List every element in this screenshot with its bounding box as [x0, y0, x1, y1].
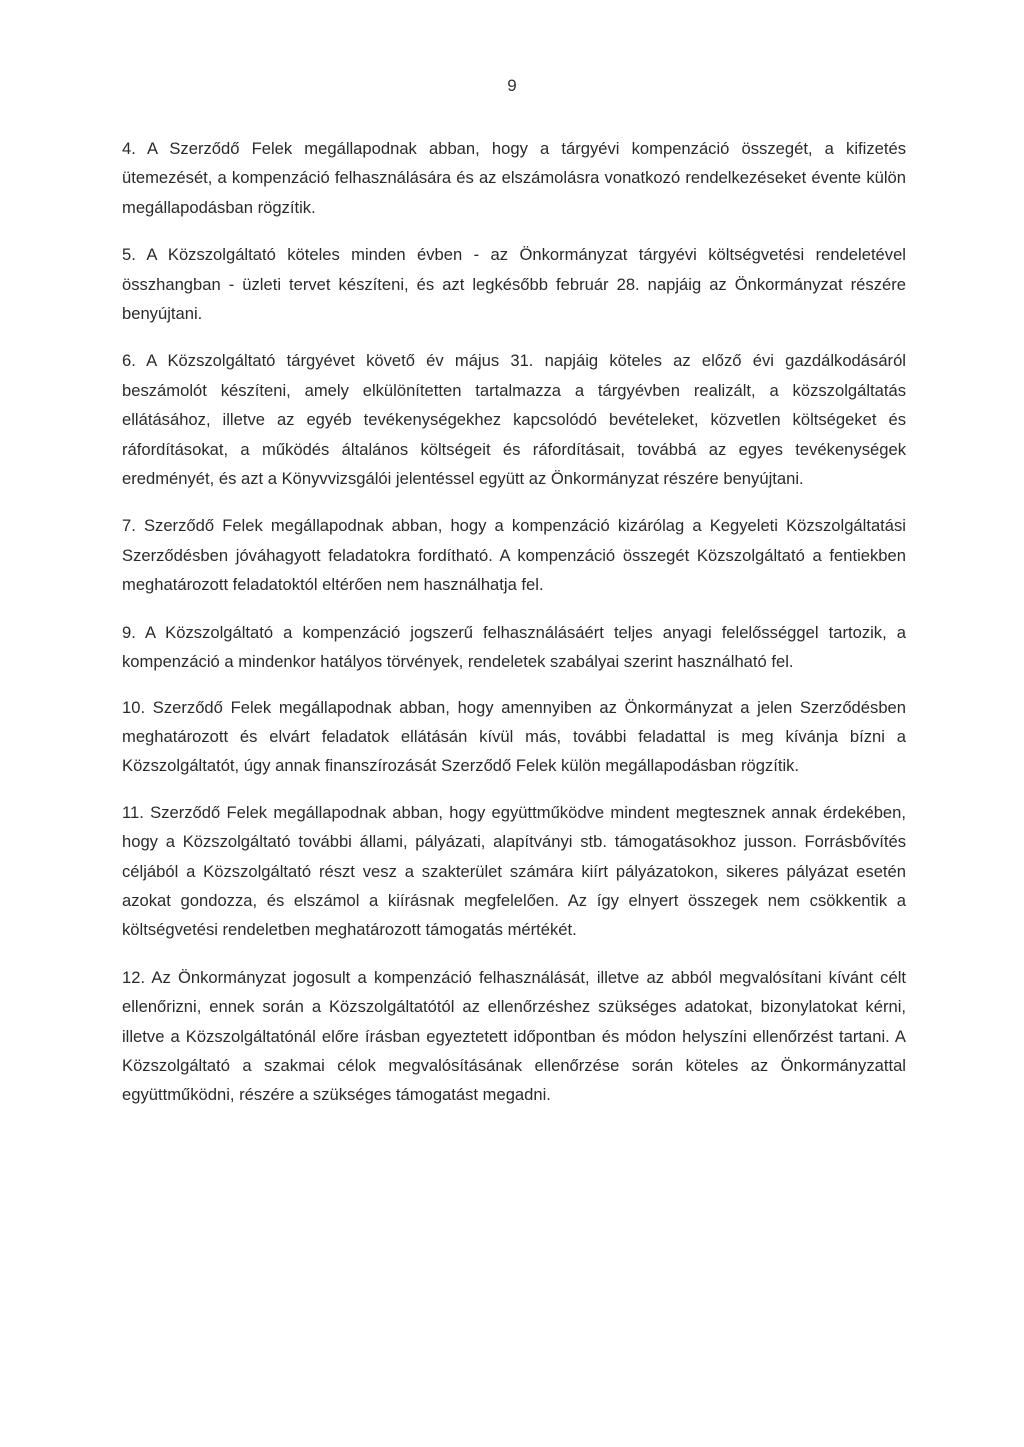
paragraph-11: 11. Szerződő Felek megállapodnak abban, hogy együttműködve mindent megtesznek annak érdekében, hogy a Közszolgáltató további állami, pályázati, alapítványi stb. támogatásokhoz jusson. Forrásbővítés céljából a Közszolgáltató részt vesz a szakterület számára kiírt pályázatokon, sikeres pályázat esetén azokat gondozza, és elszámol a kiírásnak megfelelően. Az így elnyert összegek nem csökkentik a költségvetési rendeletben meghatározott támogatás mértékét. — [122, 802, 906, 940]
paragraph-9: 9. A Közszolgáltató a kompenzáció jogszerű felhasználásáért teljes anyagi felelősséggel tartozik, a kompenzáció a mindenkor hatályos törvények, rendeletek szabályai szerint használható fel. — [122, 622, 906, 672]
paragraph-5: 5. A Közszolgáltató köteles minden évben - az Önkormányzat tárgyévi költségvetési rendeletével összhangban - üzleti tervet készíteni, és azt legkésőbb február 28. napjáig az Önkormányzat részére benyújtani. — [122, 245, 906, 324]
paragraph-10: 10. Szerződő Felek megállapodnak abban, hogy amennyiben az Önkormányzat a jelen Szerződésben meghatározott és elvárt feladatok ellátásán kívül más, további feladattal is meg kívánja bízni a Közszolgáltatót, úgy annak finanszírozását Szerződő Felek külön megállapodásban rögzítik. — [122, 697, 906, 776]
paragraph-7: 7. Szerződő Felek megállapodnak abban, hogy a kompenzáció kizárólag a Kegyeleti Közszolgáltatási Szerződésben jóváhagyott feladatokra fordítható. A kompenzáció összegét Közszolgáltató a fentiekben meghatározott feladatoktól eltérően nem használhatja fel. — [122, 516, 906, 595]
paragraph-12: 12. Az Önkormányzat jogosult a kompenzáció felhasználását, illetve az abból megvalósítani kívánt célt ellenőrizni, ennek során a Közszolgáltatótól az ellenőrzéshez szükséges adatokat, bizonylatokat kérni, illetve a Közszolgáltatónál előre írásban egyeztetett időpontban és módon helyszíni ellenőrzést tartani. A Közszolgáltató a szakmai célok megvalósításának ellenőrzése során köteles az Önkormányzattal együttműködni, részére a szükséges támogatást megadni. — [122, 967, 906, 1105]
paragraph-4: 4. A Szerződő Felek megállapodnak abban, hogy a tárgyévi kompenzáció összegét, a kifizetés ütemezését, a kompenzáció felhasználására és az elszámolásra vonatkozó rendelkezéseket évente külön megállapodásban rögzítik. — [122, 139, 906, 217]
paragraph-6: 6. A Közszolgáltató tárgyévet követő év május 31. napjáig köteles az előző évi gazdálkodásáról beszámolót készíteni, amely elkülönítetten tartalmazza a tárgyévben realizált, a közszolgáltatás ellátásához, illetve az egyéb tevékenységekhez kapcsolódó bevételeket, közvetlen költségeket és ráfordításokat, a működés általános költségeit és ráfordításait, továbbá az egyes tevékenységek eredményét, és azt a Könyvvizsgálói jelentéssel együtt az Önkormányzat részére benyújtani. — [122, 351, 906, 489]
document-body — [122, 134, 906, 1128]
page-number: 9 — [507, 76, 517, 95]
